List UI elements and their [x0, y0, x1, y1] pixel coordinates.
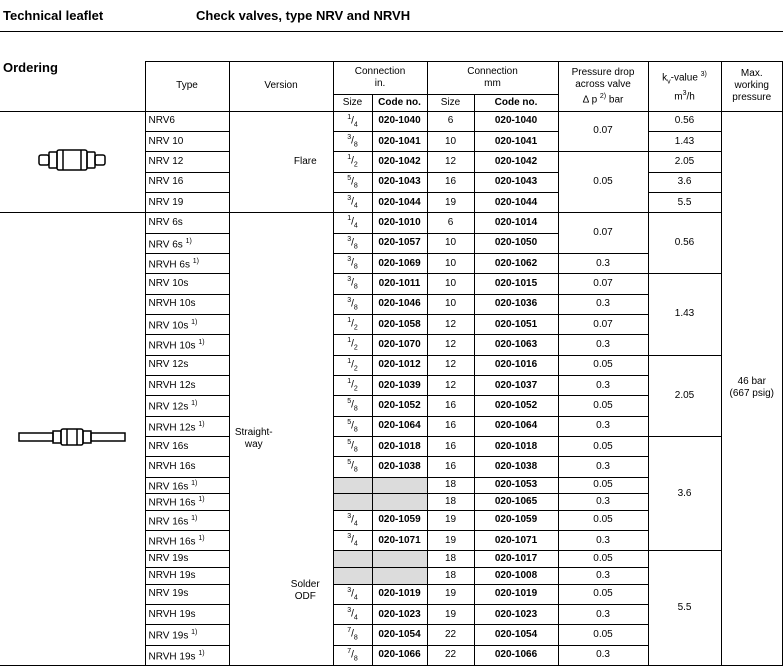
type-cell: NRV 19s $^{1)}$	[145, 625, 229, 645]
size-in-cell	[333, 551, 372, 568]
size-in-cell: $^1/_2$	[333, 152, 372, 172]
kv-cell: 3.6	[648, 436, 721, 551]
version-solder: Solder ODF	[278, 213, 333, 666]
code-in-cell: 020-1052	[372, 396, 427, 416]
code-in-cell	[372, 567, 427, 584]
size-mm-cell: 16	[427, 416, 474, 436]
code-in-cell: 020-1059	[372, 510, 427, 530]
size-mm-cell: 18	[427, 477, 474, 494]
size-mm-cell: 22	[427, 645, 474, 665]
code-mm-cell: 020-1050	[474, 233, 558, 253]
code-in-cell: 020-1070	[372, 335, 427, 355]
col-type: Type	[145, 62, 229, 112]
pressure-drop-cell: 0.05	[558, 436, 648, 456]
pressure-drop-cell: 0.3	[558, 531, 648, 551]
code-mm-cell: 020-1063	[474, 335, 558, 355]
code-mm-cell: 020-1018	[474, 436, 558, 456]
code-in-cell: 020-1054	[372, 625, 427, 645]
code-mm-cell: 020-1066	[474, 645, 558, 665]
type-cell: NRVH 16s $^{1)}$	[145, 531, 229, 551]
pressure-drop-cell: 0.07	[558, 314, 648, 334]
size-in-cell: $^1/_4$	[333, 111, 372, 131]
page-header	[0, 0, 783, 32]
code-in-cell: 020-1057	[372, 233, 427, 253]
code-in-cell: 020-1046	[372, 294, 427, 314]
ordering-table	[0, 61, 783, 666]
code-mm-cell: 020-1036	[474, 294, 558, 314]
type-cell: NRV 16s	[145, 436, 229, 456]
size-in-cell: $^3/_4$	[333, 584, 372, 604]
size-mm-cell: 12	[427, 152, 474, 172]
col-max-pressure: Max. working pressure	[721, 62, 782, 112]
size-mm-cell: 19	[427, 510, 474, 530]
kv-cell: 3.6	[648, 172, 721, 192]
size-in-cell: $^3/_8$	[333, 233, 372, 253]
size-in-cell: $^5/_8$	[333, 396, 372, 416]
pressure-drop-cell: 0.05	[558, 584, 648, 604]
size-mm-cell: 12	[427, 375, 474, 395]
code-mm-cell: 020-1014	[474, 213, 558, 233]
pressure-drop-cell: 0.07	[558, 213, 648, 254]
code-mm-cell: 020-1065	[474, 494, 558, 511]
pressure-drop-cell: 0.05	[558, 355, 648, 375]
code-mm-cell: 020-1015	[474, 274, 558, 294]
size-in-cell: $^3/_4$	[333, 192, 372, 212]
kv-cell: 5.5	[648, 551, 721, 666]
type-cell: NRV 16s $^{1)}$	[145, 477, 229, 494]
pressure-drop-cell: 0.05	[558, 152, 648, 213]
code-in-cell: 020-1069	[372, 253, 427, 273]
type-cell: NRV 19s	[145, 584, 229, 604]
code-in-cell: 020-1066	[372, 645, 427, 665]
code-in-cell: 020-1071	[372, 531, 427, 551]
pressure-drop-cell: 0.05	[558, 551, 648, 568]
pressure-drop-cell: 0.3	[558, 494, 648, 511]
table-row	[0, 213, 783, 233]
size-mm-cell: 16	[427, 172, 474, 192]
kv-cell: 2.05	[648, 152, 721, 172]
code-mm-cell: 020-1051	[474, 314, 558, 334]
code-in-cell: 020-1064	[372, 416, 427, 436]
type-cell: NRV 10s $^{1)}$	[145, 314, 229, 334]
size-in-cell: $^7/_8$	[333, 625, 372, 645]
col-conn-mm: Connection mm	[427, 62, 558, 95]
pressure-drop-cell: 0.3	[558, 567, 648, 584]
type-cell: NRV 16s $^{1)}$	[145, 510, 229, 530]
size-mm-cell: 18	[427, 567, 474, 584]
size-in-cell: $^3/_8$	[333, 131, 372, 151]
pressure-drop-cell: 0.07	[558, 274, 648, 294]
type-cell: NRVH 19s	[145, 567, 229, 584]
pressure-drop-cell: 0.05	[558, 625, 648, 645]
size-in-cell: $^1/_2$	[333, 314, 372, 334]
col-code-mm: Code no.	[474, 95, 558, 112]
size-mm-cell: 19	[427, 531, 474, 551]
type-cell: NRVH 10s $^{1)}$	[145, 335, 229, 355]
col-size-mm: Size	[427, 95, 474, 112]
solder-valve-icon	[17, 427, 127, 447]
table-row	[0, 111, 783, 131]
type-cell: NRVH 16s $^{1)}$	[145, 494, 229, 511]
size-in-cell: $^5/_8$	[333, 436, 372, 456]
pressure-drop-cell: 0.3	[558, 604, 648, 624]
section-title: Ordering	[3, 59, 58, 75]
type-cell: NRVH 16s	[145, 457, 229, 477]
code-mm-cell: 020-1023	[474, 604, 558, 624]
size-in-cell: $^3/_4$	[333, 531, 372, 551]
code-mm-cell: 020-1016	[474, 355, 558, 375]
pressure-drop-cell: 0.3	[558, 457, 648, 477]
type-cell: NRVH 19s $^{1)}$	[145, 645, 229, 665]
size-mm-cell: 16	[427, 396, 474, 416]
col-conn-in: Connection in.	[333, 62, 427, 95]
code-in-cell: 020-1058	[372, 314, 427, 334]
code-in-cell: 020-1011	[372, 274, 427, 294]
code-in-cell: 020-1044	[372, 192, 427, 212]
type-cell: NRV 10	[145, 131, 229, 151]
pressure-drop-cell: 0.05	[558, 510, 648, 530]
code-in-cell: 020-1040	[372, 111, 427, 131]
pressure-drop-cell: 0.3	[558, 294, 648, 314]
pressure-drop-cell: 0.3	[558, 416, 648, 436]
kv-cell: 1.43	[648, 131, 721, 151]
size-mm-cell: 22	[427, 625, 474, 645]
size-mm-cell: 10	[427, 233, 474, 253]
size-mm-cell: 19	[427, 192, 474, 212]
type-cell: NRVH 6s $^{1)}$	[145, 253, 229, 273]
pressure-drop-cell: 0.07	[558, 111, 648, 152]
type-cell: NRV 12s	[145, 355, 229, 375]
code-in-cell: 020-1019	[372, 584, 427, 604]
code-mm-cell: 020-1017	[474, 551, 558, 568]
size-in-cell: $^3/_4$	[333, 510, 372, 530]
version-flare: Flare	[278, 111, 333, 213]
code-in-cell: 020-1023	[372, 604, 427, 624]
size-mm-cell: 10	[427, 274, 474, 294]
size-in-cell: $^1/_2$	[333, 335, 372, 355]
type-cell: NRVH 19s	[145, 604, 229, 624]
code-mm-cell: 020-1041	[474, 131, 558, 151]
size-mm-cell: 10	[427, 253, 474, 273]
code-mm-cell: 020-1042	[474, 152, 558, 172]
code-mm-cell: 020-1054	[474, 625, 558, 645]
code-in-cell: 020-1012	[372, 355, 427, 375]
header-rule	[0, 31, 783, 32]
kv-cell: 0.56	[648, 213, 721, 274]
type-cell: NRV 6s $^{1)}$	[145, 233, 229, 253]
code-mm-cell: 020-1062	[474, 253, 558, 273]
pressure-drop-cell: 0.3	[558, 375, 648, 395]
size-mm-cell: 12	[427, 314, 474, 334]
type-cell: NRV6	[145, 111, 229, 131]
code-mm-cell: 020-1037	[474, 375, 558, 395]
code-in-cell: 020-1041	[372, 131, 427, 151]
code-in-cell: 020-1018	[372, 436, 427, 456]
pressure-drop-cell: 0.05	[558, 477, 648, 494]
type-cell: NRV 12s $^{1)}$	[145, 396, 229, 416]
size-in-cell: $^3/_8$	[333, 274, 372, 294]
type-cell: NRV 12	[145, 152, 229, 172]
size-mm-cell: 6	[427, 213, 474, 233]
size-mm-cell: 12	[427, 355, 474, 375]
kv-cell: 0.56	[648, 111, 721, 131]
solder-image	[0, 213, 145, 666]
leaflet-label: Technical leaflet	[3, 8, 104, 23]
type-cell: NRV 6s	[145, 213, 229, 233]
pressure-drop-cell: 0.3	[558, 253, 648, 273]
kv-cell: 5.5	[648, 192, 721, 212]
size-in-cell	[333, 494, 372, 511]
size-mm-cell: 12	[427, 335, 474, 355]
code-mm-cell: 020-1053	[474, 477, 558, 494]
size-mm-cell: 19	[427, 604, 474, 624]
size-in-cell	[333, 477, 372, 494]
type-cell: NRV 19	[145, 192, 229, 212]
code-mm-cell: 020-1044	[474, 192, 558, 212]
size-mm-cell: 18	[427, 551, 474, 568]
size-in-cell: $^3/_8$	[333, 294, 372, 314]
type-cell: NRVH 12s $^{1)}$	[145, 416, 229, 436]
code-in-cell: 020-1043	[372, 172, 427, 192]
size-in-cell: $^5/_8$	[333, 457, 372, 477]
max-pressure-cell: 46 bar (667 psig)	[721, 111, 782, 665]
size-in-cell: $^7/_8$	[333, 645, 372, 665]
code-in-cell	[372, 551, 427, 568]
type-cell: NRV 19s	[145, 551, 229, 568]
type-cell: NRVH 10s	[145, 294, 229, 314]
type-cell: NRV 16	[145, 172, 229, 192]
size-mm-cell: 16	[427, 457, 474, 477]
code-mm-cell: 020-1064	[474, 416, 558, 436]
size-in-cell: $^1/_2$	[333, 355, 372, 375]
code-in-cell	[372, 477, 427, 494]
code-mm-cell: 020-1019	[474, 584, 558, 604]
col-code-in: Code no.	[372, 95, 427, 112]
kv-cell: 1.43	[648, 274, 721, 355]
size-in-cell: $^1/_4$	[333, 213, 372, 233]
type-cell: NRV 10s	[145, 274, 229, 294]
size-in-cell: $^5/_8$	[333, 416, 372, 436]
code-mm-cell: 020-1008	[474, 567, 558, 584]
code-mm-cell: 020-1038	[474, 457, 558, 477]
size-mm-cell: 10	[427, 294, 474, 314]
col-kv: $k_v$-value $^{3)}$ $m^3/h$	[648, 62, 721, 112]
size-mm-cell: 18	[427, 494, 474, 511]
size-mm-cell: 6	[427, 111, 474, 131]
size-mm-cell: 16	[427, 436, 474, 456]
size-in-cell: $^5/_8$	[333, 172, 372, 192]
code-in-cell: 020-1039	[372, 375, 427, 395]
pressure-drop-cell: 0.3	[558, 645, 648, 665]
code-in-cell: 020-1038	[372, 457, 427, 477]
code-mm-cell: 020-1059	[474, 510, 558, 530]
flare-image	[0, 111, 145, 213]
size-mm-cell: 10	[427, 131, 474, 151]
code-in-cell: 020-1010	[372, 213, 427, 233]
code-mm-cell: 020-1040	[474, 111, 558, 131]
kv-cell: 2.05	[648, 355, 721, 436]
size-mm-cell: 19	[427, 584, 474, 604]
code-mm-cell: 020-1071	[474, 531, 558, 551]
col-version: Version	[229, 62, 333, 112]
size-in-cell: $^3/_8$	[333, 253, 372, 273]
size-in-cell: $^3/_4$	[333, 604, 372, 624]
flare-valve-icon	[37, 146, 107, 174]
size-in-cell: $^1/_2$	[333, 375, 372, 395]
pressure-drop-cell: 0.05	[558, 396, 648, 416]
size-in-cell	[333, 567, 372, 584]
document-title: Check valves, type NRV and NRVH	[196, 8, 411, 23]
code-in-cell: 020-1042	[372, 152, 427, 172]
code-mm-cell: 020-1043	[474, 172, 558, 192]
type-cell: NRVH 12s	[145, 375, 229, 395]
code-in-cell	[372, 494, 427, 511]
col-size-in: Size	[333, 95, 372, 112]
code-mm-cell: 020-1052	[474, 396, 558, 416]
pressure-drop-cell: 0.3	[558, 335, 648, 355]
col-pressure-drop: Pressure drop across valve Δ p $^{2)}$ bar	[558, 62, 648, 112]
version-straight: Straight- way	[229, 213, 278, 666]
